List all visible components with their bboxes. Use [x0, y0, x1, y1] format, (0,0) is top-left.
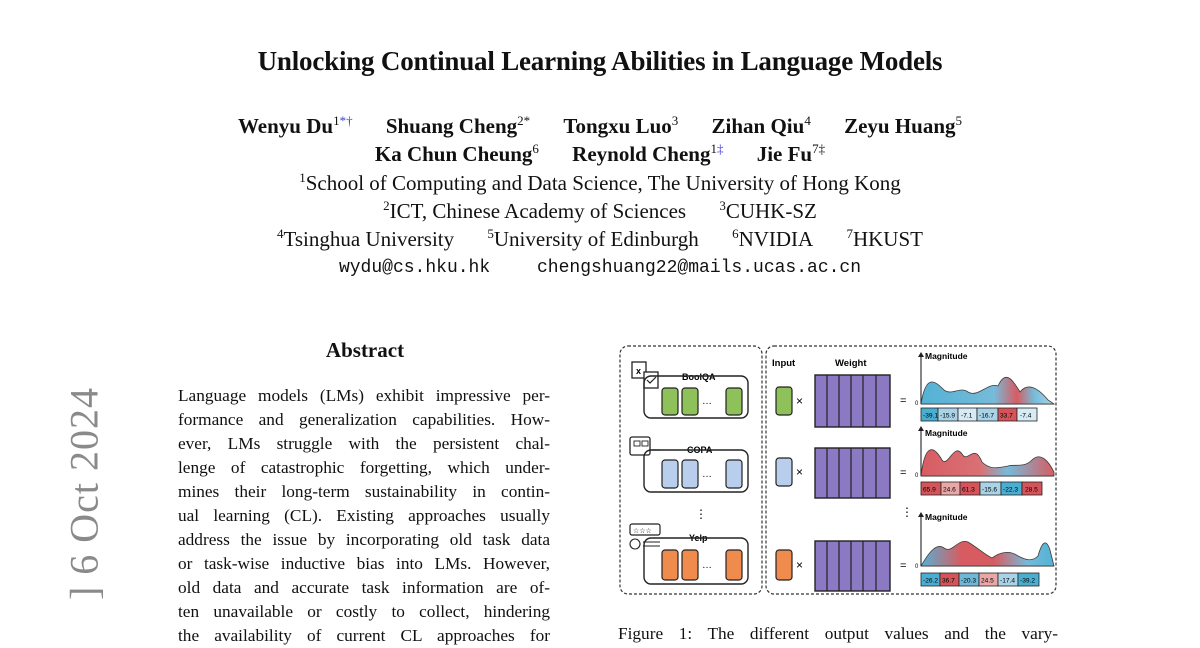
abstract-line: formance and generalization capabilities. How- [178, 410, 550, 429]
task-name: Yelp [689, 533, 708, 543]
value-cell: -39.1 [923, 412, 939, 420]
multiply-sign: × [796, 394, 804, 408]
input-token [726, 550, 742, 580]
abstract-line: lenge of catastrophic forgetting, which under- [178, 458, 550, 477]
author: Ka Chun Cheung$^6$ [374, 141, 539, 166]
value-cell: 33.7 [1000, 412, 1013, 420]
svg-text:0: 0 [915, 564, 919, 570]
abstract-line: the availability of current CL approaches for [178, 626, 550, 645]
magnitude-label: Magnitude [925, 351, 968, 361]
value-cell: 65.9 [923, 486, 936, 494]
value-cell: -16.7 [979, 412, 995, 420]
input-vector [776, 550, 792, 580]
input-token [662, 460, 678, 488]
input-token [726, 460, 742, 488]
abstract-line: ever, LMs struggle with the persistent chal- [178, 434, 550, 453]
value-cell: -7.1 [961, 412, 973, 420]
input-vector [776, 458, 792, 486]
check-icon [644, 372, 658, 388]
abstract-line: mines their long-term sustainability in contin- [178, 482, 550, 501]
authors-line-1 [0, 114, 1200, 139]
abstract-line: ual learning (CL). Existing approaches usually [178, 506, 550, 525]
author: Reynold Cheng$^{1\ddagger}$ [572, 141, 724, 166]
multiply-sign: × [796, 465, 804, 479]
value-cell: -15.9 [940, 412, 956, 420]
input-token [682, 550, 698, 580]
vertical-ellipsis: ⋮ [901, 505, 913, 519]
value-cell: -39.2 [1020, 577, 1036, 585]
task-name: COPA [687, 445, 713, 455]
value-cell: 36.7 [942, 577, 955, 585]
input-token [682, 388, 698, 415]
value-cell: -22.3 [1003, 486, 1019, 494]
author: Jie $Fu^{7\ddagger}$ [756, 141, 826, 166]
input-token [682, 460, 698, 488]
value-cell: -15.6 [982, 486, 998, 494]
affiliation-line-1: $^1$School of Computing and Data Science, The University of Hong Kong [299, 170, 901, 195]
weight-matrix [815, 375, 890, 427]
task-name: BoolQA [682, 372, 716, 382]
weight-matrix [815, 448, 890, 498]
value-cell: 61.3 [962, 486, 975, 494]
value-cell: 28.5 [1025, 486, 1038, 494]
svg-text:0: 0 [915, 473, 919, 479]
equals-sign: = [900, 395, 907, 407]
abstract-heading: Abstract [325, 338, 405, 362]
vertical-ellipsis: ⋮ [695, 507, 707, 521]
weight-column-label: Weight [835, 358, 867, 369]
input-column-label: Input [772, 358, 796, 369]
svg-text:0: 0 [915, 401, 919, 407]
abstract-line: old data and accurate task information are of- [178, 578, 550, 597]
svg-text:☆☆☆: ☆☆☆ [633, 528, 652, 535]
value-cell: 24.5 [981, 577, 994, 585]
task-row-yelp [630, 512, 1054, 591]
weight-matrix [815, 541, 890, 591]
value-strip [921, 408, 1037, 421]
abstract-line: or task-wise inductive bias into LMs. However, [178, 554, 550, 573]
paper-title: Unlocking Continual Learning Abilities in Language Models [257, 46, 943, 76]
svg-text:…: … [702, 469, 712, 480]
value-cell: 24.6 [943, 486, 956, 494]
distribution-curve [921, 377, 1054, 404]
equals-sign: = [900, 560, 907, 572]
multiply-sign: × [796, 558, 804, 572]
email-link[interactable]: chengshuang22@mails.ucas.ac.cn [536, 258, 862, 278]
affiliation-line-3: $^4$Tsinghua University $^5$University of Edinburgh $^6$NVIDIA $^7$HKUST [277, 226, 923, 251]
value-strip [921, 482, 1042, 495]
arxiv-stamp: ] 6 Oct 2024 [61, 386, 107, 601]
author: Wenyu $Du^{1*\dagger}$ [237, 113, 353, 138]
equals-sign: = [900, 467, 907, 479]
value-cell: -26.2 [923, 577, 939, 585]
author: Zihan Qiu$^4$ [711, 113, 811, 138]
svg-text:…: … [702, 396, 712, 407]
task-row-copa [630, 426, 1054, 498]
input-token [726, 388, 742, 415]
author-emails [0, 258, 1200, 278]
input-vector [776, 387, 792, 415]
input-token [662, 550, 678, 580]
distribution-curve [921, 541, 1054, 566]
magnitude-label: Magnitude [925, 428, 968, 438]
affiliation-line-2: $^2$ICT, Chinese Academy of Sciences $^3$CUHK-SZ [383, 198, 817, 223]
figure-1 [618, 342, 1060, 598]
author: Tongxu Luo$^3$ [563, 113, 679, 138]
abstract-body [178, 384, 550, 648]
user-icon [630, 539, 640, 549]
value-cell: -7.4 [1020, 412, 1032, 420]
svg-text:x: x [636, 366, 642, 376]
distribution-curve [921, 450, 1054, 476]
value-strip [921, 573, 1039, 586]
svg-text:…: … [702, 560, 712, 571]
email-link[interactable]: wydu@cs.hku.hk [338, 258, 491, 278]
value-cell: -20.3 [961, 577, 977, 585]
abstract-line: address the issue by incorporating old task data [178, 530, 550, 549]
figure-caption: Figure 1: The different output values and the vary- [618, 624, 1058, 643]
input-token [662, 388, 678, 415]
author: Shuang Cheng$^{2*}$ [385, 113, 531, 138]
authors-line-2 [0, 142, 1200, 167]
value-cell: -17.4 [1000, 577, 1016, 585]
abstract-line: ten unavailable or costly to collect, hindering [178, 602, 550, 621]
magnitude-label: Magnitude [925, 512, 968, 522]
author: Zeyu Huang$^5$ [844, 113, 963, 138]
abstract-line: Language models (LMs) exhibit impressive per- [178, 386, 550, 405]
